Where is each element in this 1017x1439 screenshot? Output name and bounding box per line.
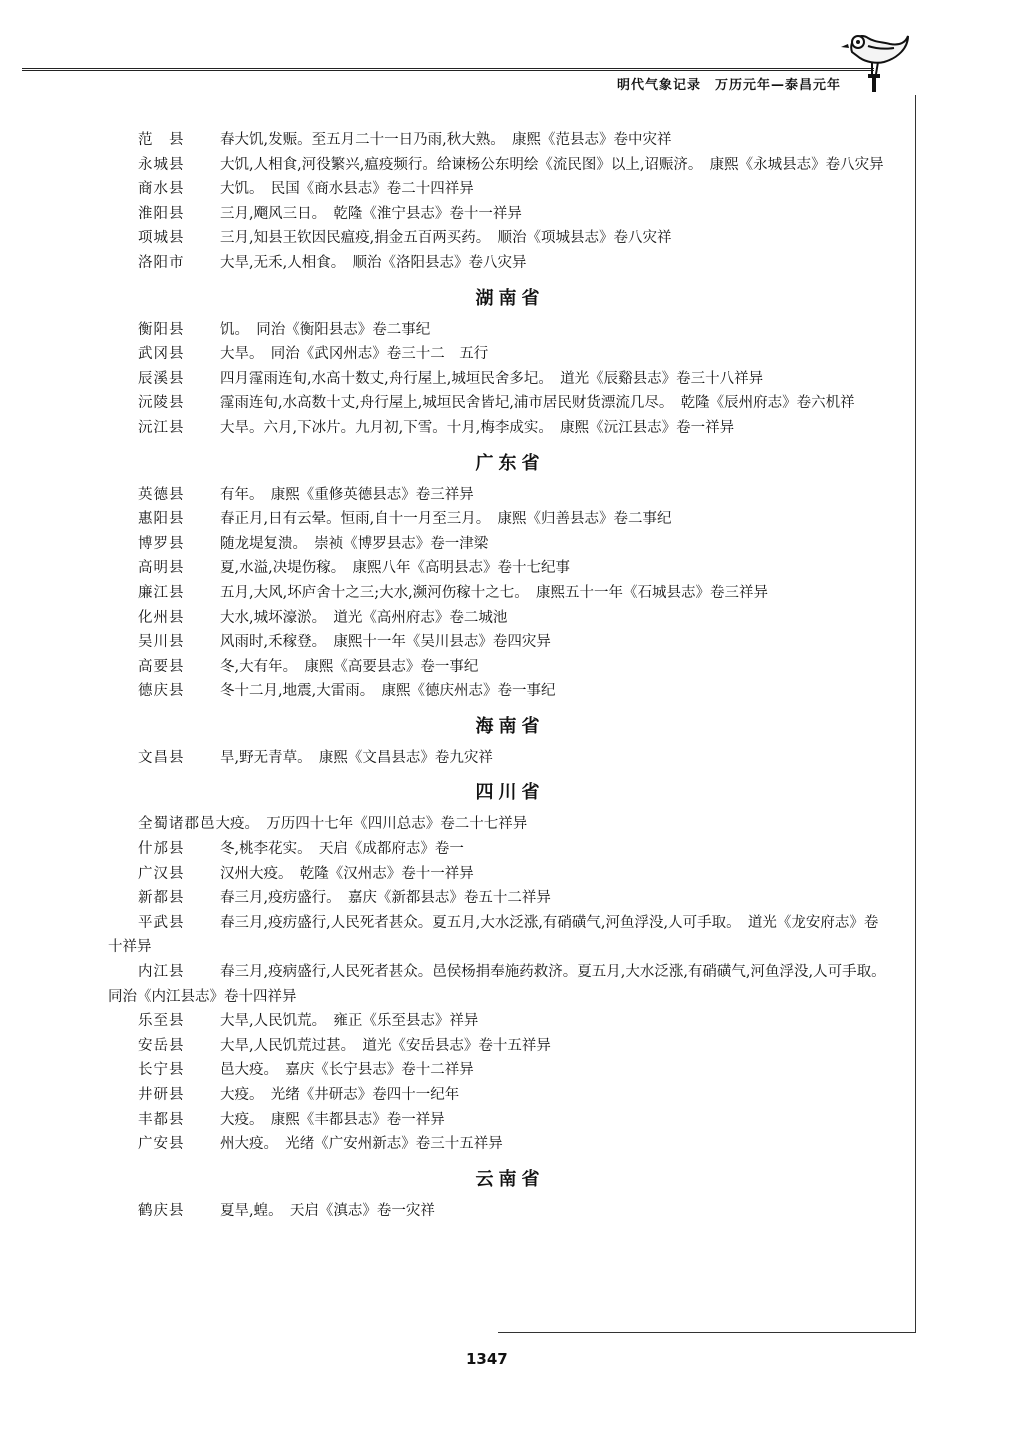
record-entry [108, 1083, 890, 1108]
record-text: 四月霪雨连旬,水高十数丈,舟行屋上,城垣民舍多圮。 道光《辰谿县志》卷三十八祥异 [220, 370, 764, 387]
record-entry [108, 342, 890, 367]
record-text: 大旱,无禾,人相食。 顺治《洛阳县志》卷八灾异 [220, 254, 527, 271]
record-text: 邑大疫。 嘉庆《长宁县志》卷十二祥异 [220, 1062, 474, 1079]
record-entry [108, 630, 890, 655]
right-border [915, 95, 916, 1332]
record-entry [108, 1009, 890, 1034]
record-text: 春三月,疫病盛行,人民死者甚众。邑侯杨捐奉施药救济。夏五月,大水泛涨,有硝磺气,河鱼浮没,人可手取。 同治《内江县志》卷十四祥异 [108, 964, 893, 1005]
record-text: 春正月,日有云晕。恒雨,自十一月至三月。 康熙《归善县志》卷二事纪 [220, 511, 672, 528]
record-text: 五月,大风,坏庐舍十之三;大水,濒河伤稼十之七。 康熙五十一年《石城县志》卷三祥异 [220, 584, 768, 601]
section-title: 海南省 [475, 715, 545, 737]
record-text: 大旱,人民饥荒过甚。 道光《安岳县志》卷十五祥异 [220, 1037, 551, 1054]
place-name: 丰都县 [138, 1111, 185, 1128]
record-text: 霪雨连旬,水高数十丈,舟行屋上,城垣民舍皆圮,浦市居民财货漂流几尽。 乾隆《辰州府志》卷六机祥 [220, 395, 855, 412]
record-entry [108, 581, 890, 606]
record-text: 大旱。 同治《武冈州志》卷三十二 五行 [220, 346, 489, 363]
place-name: 英德县 [138, 486, 185, 503]
record-entry [108, 606, 890, 631]
record-text: 大水,城坏濠淤。 道光《高州府志》卷二城池 [220, 609, 508, 626]
bottom-border [498, 1332, 916, 1333]
record-text: 三月,飗风三日。 乾隆《淮宁县志》卷十一祥异 [220, 205, 522, 222]
record-text: 春三月,疫疠盛行,人民死者甚众。夏五月,大水泛涨,有硝磺气,河鱼浮没,人可手取。 道光《龙安府志》卷十祥异 [108, 914, 879, 956]
place-name: 吴川县 [138, 634, 185, 651]
record-entry [108, 960, 893, 1009]
place-name: 什邡县 [138, 841, 185, 858]
record-entry [108, 532, 890, 557]
record-text: 大饥,人相食,河役繁兴,瘟疫频行。给谏杨公东明绘《流民图》以上,诏赈济。 康熙《永城县志》卷八灾异 [220, 156, 884, 173]
record-entry [108, 1034, 890, 1059]
record-text: 州大疫。 光绪《广安州新志》卷三十五祥异 [220, 1136, 503, 1153]
record-entry [108, 1108, 890, 1133]
place-name: 博罗县 [138, 535, 185, 552]
record-entry [108, 507, 890, 532]
record-entry [108, 226, 890, 251]
record-entry [108, 812, 890, 837]
record-entry [108, 416, 890, 441]
record-text: 风雨时,禾稼登。 康熙十一年《吴川县志》卷四灾异 [220, 634, 551, 651]
place-name: 商水县 [138, 181, 185, 198]
running-header: 明代气象记录 万历元年—泰昌元年 [616, 78, 841, 93]
place-name: 高要县 [138, 658, 185, 675]
record-entry [108, 318, 890, 343]
record-entry [108, 202, 890, 227]
place-name: 永城县 [138, 156, 185, 173]
record-text: 三月,知县王钦因民瘟疫,捐金五百两买药。 顺治《项城县志》卷八灾祥 [220, 230, 672, 247]
record-entry [108, 128, 890, 153]
record-text: 汉州大疫。 乾隆《汉州志》卷十一祥异 [220, 865, 474, 882]
record-entry [108, 367, 890, 392]
section-title: 云南省 [475, 1168, 545, 1190]
record-entry [108, 391, 890, 416]
record-text: 夏,水溢,决堤伤稼。 康熙八年《高明县志》卷十七纪事 [220, 560, 570, 577]
place-name: 内江县 [138, 964, 185, 981]
place-name: 辰溪县 [138, 370, 185, 387]
page-number: 1347 [466, 1350, 508, 1368]
bird-logo-icon [838, 22, 910, 94]
record-entry [108, 177, 890, 202]
record-entry [108, 556, 890, 581]
record-text: 冬,大有年。 康熙《高要县志》卷一事纪 [220, 658, 479, 675]
record-text: 春三月,疫疠盛行。 嘉庆《新都县志》卷五十二祥异 [220, 890, 551, 907]
record-entry [108, 1199, 890, 1224]
place-name: 廉江县 [138, 584, 185, 601]
record-entry [108, 655, 890, 680]
record-entry [108, 1132, 890, 1157]
place-name: 长宁县 [138, 1062, 185, 1079]
place-name: 乐至县 [138, 1013, 185, 1030]
place-name: 全蜀诸郡邑 [138, 816, 216, 833]
record-text: 饥。 同治《衡阳县志》卷二事纪 [220, 321, 431, 338]
record-text: 大饥。 民国《商水县志》卷二十四祥异 [220, 181, 474, 198]
place-name: 德庆县 [138, 683, 185, 700]
record-text: 大疫。 光绪《井研志》卷四十一纪年 [220, 1087, 460, 1103]
record-text: 旱,野无青草。 康熙《文昌县志》卷九灾祥 [220, 749, 493, 766]
record-text: 夏旱,蝗。 天启《滇志》卷一灾祥 [220, 1202, 435, 1219]
place-name: 武冈县 [138, 346, 185, 363]
place-name: 衡阳县 [138, 321, 185, 338]
record-text: 春大饥,发赈。至五月二十一日乃雨,秋大熟。 康熙《范县志》卷中灾祥 [220, 132, 672, 148]
section-title: 湖南省 [475, 287, 545, 309]
place-name: 化州县 [138, 609, 185, 626]
place-name: 淮阳县 [138, 205, 185, 222]
place-name: 项城县 [138, 230, 185, 247]
record-text: 大疫。 万历四十七年《四川总志》卷二十七祥异 [215, 816, 528, 833]
record-text: 冬,桃李花实。 天启《成都府志》卷一 [220, 841, 464, 858]
place-name: 洛阳市 [138, 254, 185, 271]
place-name: 惠阳县 [138, 511, 185, 528]
record-text: 大旱。六月,下冰片。九月初,下雪。十月,梅李成实。 康熙《沅江县志》卷一祥异 [220, 419, 735, 436]
place-name: 平武县 [138, 914, 185, 931]
record-entry [108, 679, 890, 704]
place-name: 新都县 [138, 890, 185, 907]
record-text: 随龙堤复溃。 崇祯《博罗县志》卷一津梁 [220, 535, 489, 552]
record-text: 有年。 康熙《重修英德县志》卷三祥异 [220, 486, 474, 503]
section-title: 广东省 [475, 452, 545, 474]
record-text: 大旱,人民饥荒。 雍正《乐至县志》祥异 [220, 1013, 479, 1030]
record-entry [108, 1058, 890, 1083]
header-rule [22, 68, 874, 69]
record-entry [108, 837, 890, 862]
record-entry [108, 746, 890, 771]
record-text: 大疫。 康熙《丰都县志》卷一祥异 [220, 1111, 445, 1128]
section-title: 四川省 [475, 782, 545, 804]
record-entry [108, 886, 890, 911]
record-entry [108, 483, 890, 508]
place-name: 范 县 [138, 132, 185, 148]
place-name: 井研县 [138, 1087, 185, 1103]
place-name: 沅江县 [138, 419, 185, 436]
record-entry [108, 862, 890, 887]
document-body [108, 128, 893, 1223]
place-name: 安岳县 [138, 1037, 185, 1054]
place-name: 广汉县 [138, 865, 185, 882]
record-entry [108, 251, 890, 276]
place-name: 沅陵县 [138, 395, 185, 412]
record-entry [108, 911, 890, 960]
record-entry [108, 153, 890, 178]
place-name: 广安县 [138, 1136, 185, 1153]
place-name: 文昌县 [138, 749, 185, 766]
place-name: 高明县 [138, 560, 185, 577]
place-name: 鹤庆县 [138, 1202, 185, 1219]
record-text: 冬十二月,地震,大雷雨。 康熙《德庆州志》卷一事纪 [220, 683, 556, 700]
header-rule-2 [22, 70, 874, 71]
